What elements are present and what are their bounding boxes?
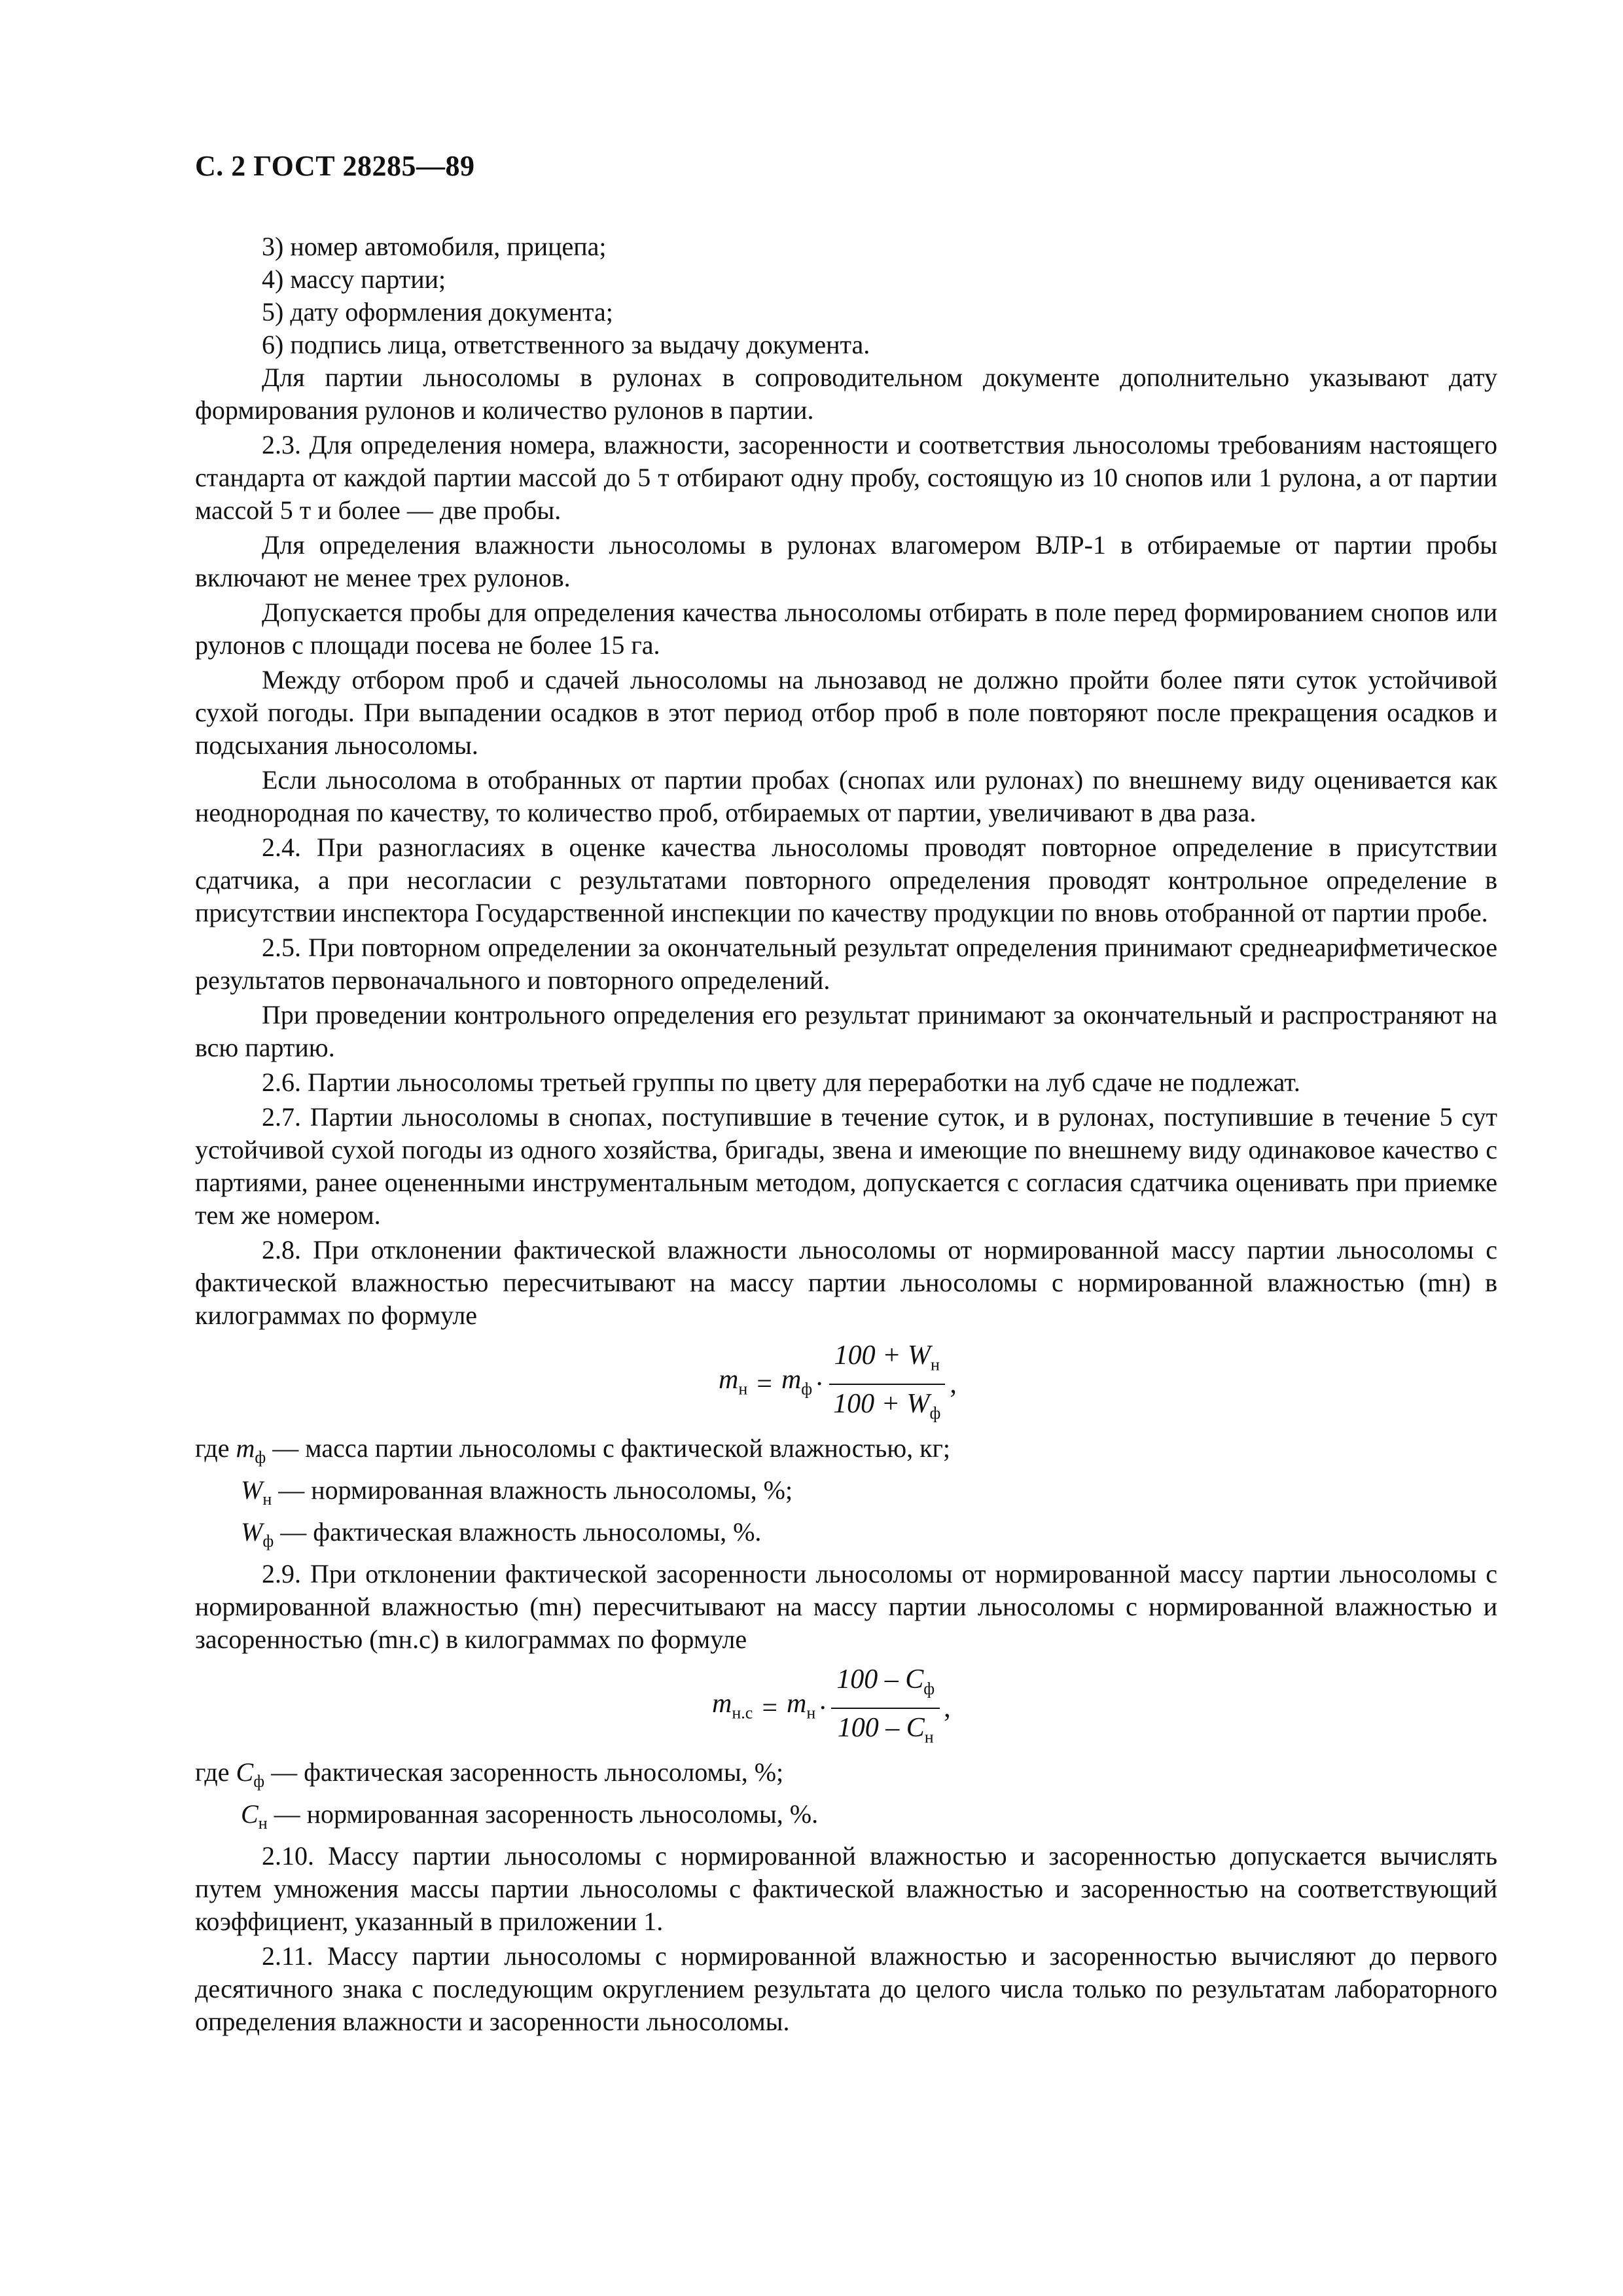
formula-factor: $m_ф$ [781, 1365, 813, 1399]
formula-factor: $m_н$ [787, 1689, 816, 1723]
paragraph-2-6: 2.6. Партии льносоломы третьей группы по цвету для переработки на луб сдаче не подлежат. [262, 1067, 1300, 1097]
formula-fraction: $\frac{100 + W_н}{100 + W_ф}$ [828, 1339, 946, 1430]
list-item: 4) массу партии; [262, 264, 446, 294]
formula-mass-normalized-moisture: $m_н$ = $m_ф$ · $\frac{100 + W_н}{100 + W_ф}$ , [195, 1334, 1497, 1432]
list-item: 3) номер автомобиля, прицепа; [262, 232, 607, 261]
paragraph-2-8: 2.8. При отклонении фактической влажности льносоломы от нормированной массу партии льносоломы с фактической влажностью пересчитывают на массу партии льносоломы с нормированной влажностью (mн) в килограммах по формуле [195, 1235, 1497, 1330]
paragraph-dopusk: Допускается пробы для определения качества льносоломы отбирать в поле перед формированием снопов или рулонов с площади посева не более 15 га. [195, 598, 1497, 660]
body-text [195, 230, 1497, 2040]
paragraph-2-5: 2.5. При повторном определении за окончательный результат определения принимают среднеарифметическое результатов первоначального и повторного определений. [195, 933, 1497, 995]
list-item: 5) дату оформления документа; [262, 297, 613, 327]
page-header: С. 2 ГОСТ 28285—89 [195, 150, 475, 182]
paragraph-2-11: 2.11. Массу партии льносоломы с нормированной влажностью и засоренностью вычисляют до первого десятичного знака с последующим округлением результата до целого числа только по результатам лабораторного определения влажности и засоренности льносоломы. [195, 1941, 1497, 2036]
formula-lhs: $m_{н.с}$ [712, 1689, 753, 1723]
legend-row: $W_н$ — нормированная влажность льносоломы, %; [241, 1475, 793, 1509]
paragraph-2-7: 2.7. Партии льносоломы в снопах, поступившие в течение суток, и в рулонах, поступившие в течение 5 сут устойчивой сухой погоды из одного хозяйства, бригады, звена и имеющие по внешнему виду одинаковое качество с партиями, ранее оцененными инструментальным методом, допускается с согласия сдатчика оценивать при приемке тем же номером. [195, 1102, 1497, 1230]
formula-eq: = [757, 1369, 772, 1400]
paragraph-rulony: Для партии льносоломы в рулонах в сопроводительном документе дополнительно указывают дату формирования рулонов и количество рулонов в партии. [195, 363, 1497, 425]
paragraph-2-10: 2.10. Массу партии льносоломы с нормированной влажностью и засоренностью допускается вычислять путем умножения массы партии льносоломы с фактической влажностью и засоренностью на соответствующий коэффициент, указанный в приложении 1. [195, 1841, 1497, 1936]
paragraph-mezhdu: Между отбором проб и сдачей льносоломы на льнозавод не должно пройти более пяти суток устойчивой сухой погоды. При выпадении осадков в этот период отбор проб в поле повторяют после прекращения осадков и подсыхания льносоломы. [195, 665, 1497, 760]
legend-row: $C_н$ — нормированная засоренность льносоломы, %. [241, 1799, 819, 1833]
paragraph-2-9: 2.9. При отклонении фактической засоренности льносоломы от нормированной массу партии льносоломы с нормированной влажностью (mн) пересчитывают на массу партии льносоломы с нормированной влажностью и засоренностью (mн.с) в килограммах по формуле [195, 1559, 1497, 1654]
list-item: 6) подпись лица, ответственного за выдачу документа. [262, 330, 870, 359]
legend-row: где $C_ф$ — фактическая засоренность льносоломы, %; [195, 1757, 784, 1791]
paragraph-kontrol: При проведении контрольного определения его результат принимают за окончательный и распространяют на всю партию. [195, 1000, 1497, 1062]
paragraph-esli: Если льносолома в отобранных от партии пробах (снопах или рулонах) по внешнему виду оценивается как неоднородная по качеству, то количество проб, отбираемых от партии, увеличивают в два раза. [195, 765, 1497, 827]
legend-formula-2 [195, 1756, 1497, 1840]
formula-fraction: $\frac{100 - C_ф}{100 - C_н}$ [831, 1663, 940, 1754]
formula-eq: = [762, 1693, 777, 1724]
legend-row: где $m_ф$ — масса партии льносоломы с фактической влажностью, кг; [195, 1433, 951, 1467]
legend-formula-1 [195, 1432, 1497, 1558]
formula-lhs: $m_н$ [719, 1365, 748, 1399]
legend-row: $W_ф$ — фактическая влажность льносоломы, %. [241, 1517, 762, 1551]
paragraph-2-4: 2.4. При разногласиях в оценке качества льносоломы проводят повторное определение в присутствии сдатчика, а при несогласии с результатами повторного определения проводят контрольное определение в присутствии инспектора Государственной инспекции по качеству продукции по вновь отобранной от партии пробе. [195, 833, 1497, 927]
paragraph-2-3: 2.3. Для определения номера, влажности, засоренности и соответствия льносоломы требованиям настоящего стандарта от каждой партии массой до 5 т отбирают одну пробу, состоящую из 10 снопов или 1 рулона, а от партии массой 5 т и более — две пробы. [195, 430, 1497, 525]
paragraph-vlr: Для определения влажности льносоломы в рулонах влагомером ВЛР-1 в отбираемые от партии пробы включают не менее трех рулонов. [195, 530, 1497, 592]
formula-mass-normalized-impurity: $m_{н.с}$ = $m_н$ · $\frac{100 - C_ф}{100 - C_н}$ , [195, 1658, 1497, 1756]
